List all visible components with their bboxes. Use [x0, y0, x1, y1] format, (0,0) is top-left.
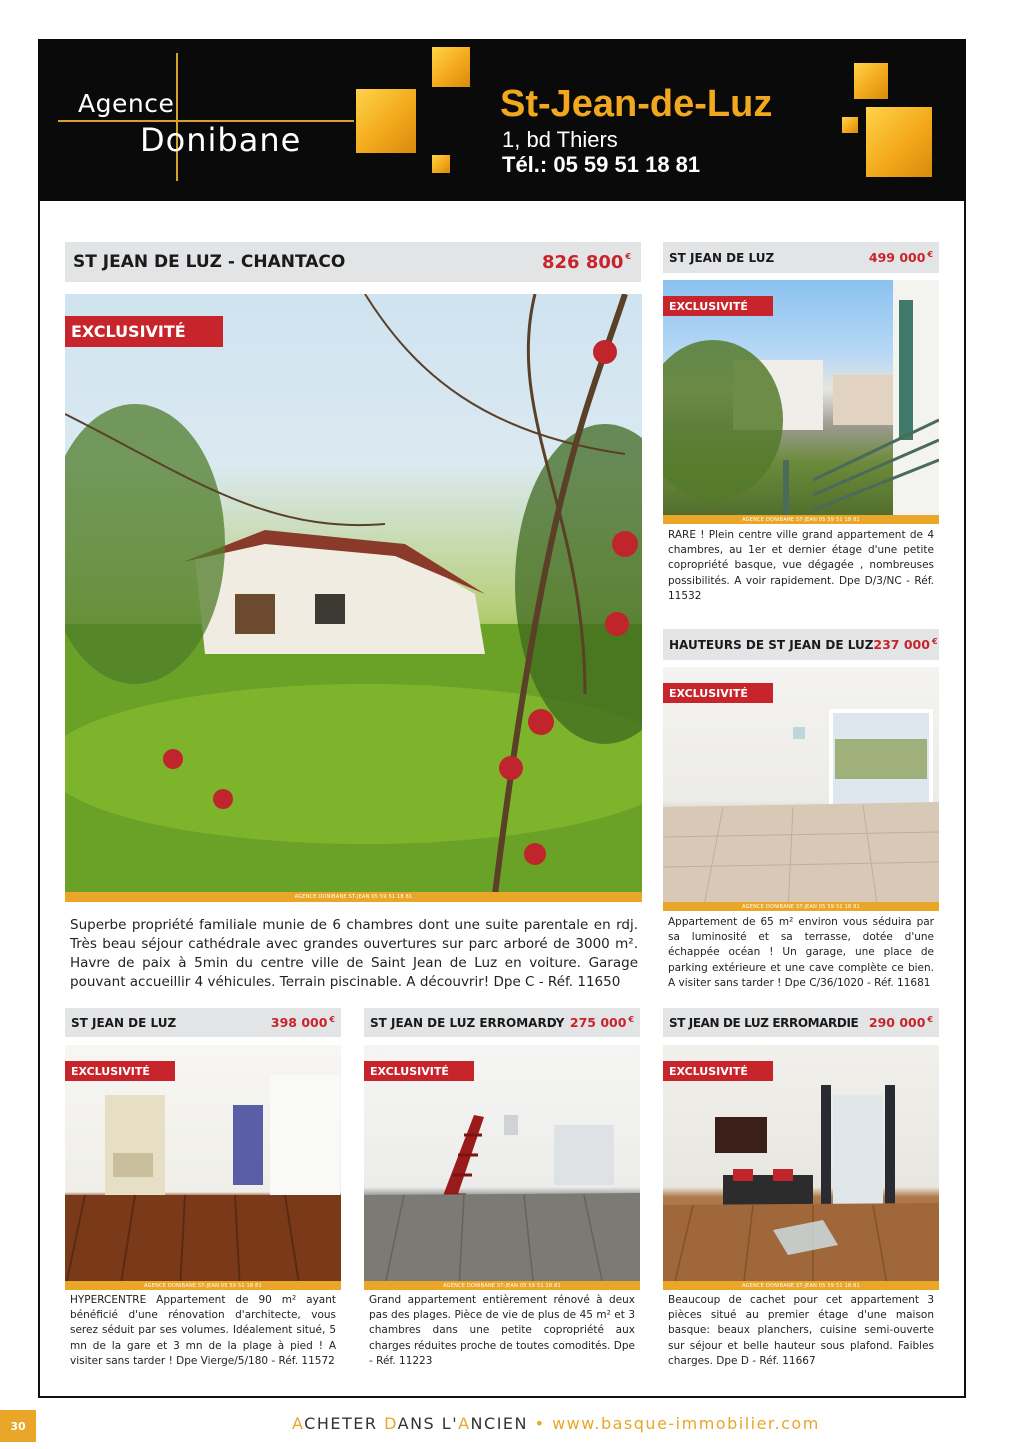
footer-initial: D — [384, 1414, 398, 1433]
photo-credit-strip: AGENCE DONIBANE ST-JEAN 05 59 51 18 81 — [65, 1281, 341, 1290]
footer-website-link[interactable]: www.basque-immobilier.com — [552, 1414, 820, 1433]
agency-city: St-Jean-de-Luz — [500, 83, 773, 125]
photo-credit-strip: AGENCE DONIBANE ST-JEAN 05 59 51 18 81 — [663, 1281, 939, 1290]
exclusivite-badge: EXCLUSIVITÉ — [663, 1061, 773, 1081]
decor-square — [866, 107, 932, 177]
listing-title: ST JEAN DE LUZ ERROMARDIE — [669, 1015, 859, 1030]
exclusivite-badge: EXCLUSIVITÉ — [65, 316, 223, 347]
footer-word: CHETER — [304, 1414, 385, 1433]
agency-address: 1, bd Thiers — [502, 127, 618, 152]
listing-price: 499 000 € — [868, 250, 933, 265]
listing-title: ST JEAN DE LUZ ERROMARDY — [370, 1015, 565, 1030]
photo-credit-strip: AGENCE DONIBANE ST-JEAN 05 59 51 18 81 — [65, 892, 642, 902]
apartment-illustration — [65, 1045, 341, 1290]
agency-phone: Tél.: 05 59 51 18 81 — [502, 152, 701, 177]
agency-header — [38, 39, 966, 201]
exclusivite-badge: EXCLUSIVITÉ — [663, 683, 773, 703]
listing-title: ST JEAN DE LUZ — [71, 1015, 177, 1030]
listing-price: 398 000 € — [270, 1015, 335, 1030]
photo-credit-strip: AGENCE DONIBANE ST-JEAN 05 59 51 18 81 — [663, 515, 939, 524]
exclusivite-badge: EXCLUSIVITÉ — [65, 1061, 175, 1081]
listing-title-bar — [663, 629, 939, 660]
listing-photo-living-room[interactable] — [663, 1045, 939, 1290]
page-footer — [0, 1410, 1024, 1442]
decor-square — [432, 47, 470, 87]
listing-description: Beaucoup de cachet pour cet appartement 3 pièces situé au premier étage d'une maison basque: beaux planchers, cuisine semi-ouverte sur séjour et belle hauteur sous plafond. Faibles charges. Dpe D - Réf. 11667 — [668, 1294, 934, 1367]
logo-agence-text: Agence — [78, 89, 175, 118]
footer-bullet: • — [527, 1414, 553, 1433]
listing-photo-renovated-apartment[interactable] — [65, 1045, 341, 1290]
logo-vertical-line — [176, 53, 178, 181]
exclusivite-badge: EXCLUSIVITÉ — [364, 1061, 474, 1081]
listing-title-bar — [364, 1008, 640, 1037]
listing-title-bar — [65, 1008, 341, 1037]
footer-word: NCIEN — [470, 1414, 528, 1433]
listing-photo-balcony-view[interactable] — [663, 280, 939, 524]
listing-price: 290 000 € — [868, 1015, 933, 1030]
listing-price: 826 800 € — [542, 251, 631, 273]
footer-word: ANS L' — [397, 1414, 459, 1433]
listing-price: 275 000 € — [569, 1015, 634, 1030]
decor-square — [854, 63, 888, 99]
listing-title-bar — [663, 242, 939, 273]
listing-photo-staircase-room[interactable] — [364, 1045, 640, 1290]
listing-description: HYPERCENTRE Appartement de 90 m² ayant bénéficié d'une rénovation d'architecte, vous serez séduit par ses volumes. Idéalement situé, 5 mn de la gare et 3 mn de la plage à pied ! A visiter sans tarder ! Dpe Vierge/5/180 - Réf. 11572 — [70, 1294, 336, 1367]
listing-title: ST JEAN DE LUZ — [669, 250, 775, 265]
exclusivite-badge: EXCLUSIVITÉ — [663, 296, 773, 316]
decor-square — [842, 117, 858, 133]
staircase-illustration — [364, 1045, 640, 1290]
decor-square — [356, 89, 416, 153]
photo-credit-strip: AGENCE DONIBANE ST-JEAN 05 59 51 18 81 — [663, 902, 939, 911]
photo-credit-strip: AGENCE DONIBANE ST-JEAN 05 59 51 18 81 — [364, 1281, 640, 1290]
logo-donibane-text: Donibane — [140, 121, 302, 159]
footer-initial: A — [292, 1414, 305, 1433]
garden-illustration — [65, 294, 642, 902]
listing-price: 237 000 € — [873, 637, 938, 652]
footer-initial: A — [458, 1414, 471, 1433]
listing-description: Grand appartement entièrement rénové à deux pas des plages. Pièce de vie de plus de 45 m² et 3 chambres dans une petite copropriété aux charges réduites proche de toutes comodités. Dpe - Réf. 11223 — [369, 1294, 635, 1367]
balcony-illustration — [663, 280, 939, 524]
room-illustration — [663, 667, 939, 911]
listing-photo-house-garden[interactable] — [65, 294, 642, 902]
listing-description: Superbe propriété familiale munie de 6 chambres dont une suite parentale en rdj. Très beau séjour cathédrale avec grandes ouvertures sur parc arboré de 3000 m². Havre de paix à 5min du centre ville de Saint Jean de Luz en voiture. Garage pouvant accueillir 4 véhicules. Terrain piscinable. A découvrir! Dpe C - Réf. 11650 — [70, 917, 638, 990]
decor-square — [432, 155, 450, 173]
footer-tagline — [292, 1414, 820, 1433]
listing-title-bar — [663, 1008, 939, 1037]
page-number: 30 — [0, 1410, 36, 1442]
listing-description: Appartement de 65 m² environ vous séduira par sa luminosité et sa terrasse, dotée d'une échappée océan ! Un garage, une place de parking extérieure et une cave complète ce bien. A visiter sans tarder ! Dpe C/36/1020 - Réf. 11681 — [668, 916, 934, 989]
listing-title-bar — [65, 242, 641, 282]
listing-description: RARE ! Plein centre ville grand appartement de 4 chambres, au 1er et dernier étage d'une petite copropriété basque, vue dégagée , nombreuses possibilités. A voir rapidement. Dpe D/3/NC - Réf. 11532 — [668, 529, 934, 602]
living-room-illustration — [663, 1045, 939, 1290]
listing-title: ST JEAN DE LUZ - CHANTACO — [73, 252, 346, 272]
listing-photo-empty-room[interactable] — [663, 667, 939, 911]
listing-title: HAUTEURS DE ST JEAN DE LUZ — [669, 637, 874, 652]
